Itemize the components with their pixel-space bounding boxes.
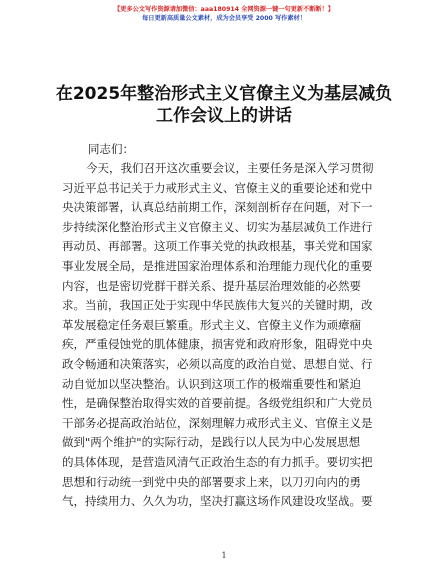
body-line: 央决策部署，认真总结前期工作，深刻剖析存在问题，对下一 <box>62 200 373 215</box>
body-line: 做到"两个维护"的实际行动，是践行以人民为中心发展思想 <box>62 435 361 450</box>
body-line: 动自觉加以坚决整治。认识到这项工作的极端重要性和紧迫 <box>62 376 361 391</box>
body-line: 求。当前，我国正处于实现中华民族伟大复兴的关键时期，改 <box>62 298 373 313</box>
document-title: 在2025年整治形式主义官僚主义为基层减负工作会议上的讲话 <box>55 84 393 126</box>
body-line: 今天，我们召开这次重要会议，主要任务是深入学习贯彻 <box>86 161 374 175</box>
body-line: 步持续深化整治形式主义官僚主义、切实为基层减负工作进行 <box>62 219 373 234</box>
body-line: 事业发展全局，是推进国家治理体系和治理能力现代化的重要 <box>62 258 373 273</box>
body-line: 政令畅通和决策落实，必须以高度的政治自觉、思想自觉、行 <box>62 356 373 371</box>
body-line: 革发展稳定任务艰巨繁重。形式主义、官僚主义作为顽瘴痼 <box>62 317 361 332</box>
banner-line-promo: 【更多公文写作资源请加微信：aaa180914 全网资源一键一句更新不断断！】 <box>114 6 334 13</box>
body-line: 性，是确保整治取得实效的首要前提。各级党组织和广大党员 <box>62 396 373 411</box>
banner-line-member: 每日更新高质量公文素材，成为会员享受 2000 写作素材！ <box>142 15 306 22</box>
body-line: 习近平总书记关于力戒形式主义、官僚主义的重要论述和党中 <box>62 180 373 195</box>
body-line: 再动员、再部署。这项工作事关党的执政根基，事关党和国家 <box>62 239 373 254</box>
page-number: 1 <box>221 551 227 560</box>
body-line: 气，持续用力、久久为功，坚决打赢这场作风建设攻坚战。要 <box>62 494 373 509</box>
body-line: 内容，也是密切党群干群关系、提升基层治理效能的必然要 <box>62 278 361 293</box>
header-banner <box>0 5 448 23</box>
body-line: 干部务必提高政治站位，深刻理解力戒形式主义、官僚主义是 <box>62 415 373 430</box>
body-line: 思想和行动统一到党中央的部署要求上来，以刀刃向内的勇 <box>62 474 361 489</box>
body-line: 疾，严重侵蚀党的肌体健康，损害党和政府形象，阻碍党中央 <box>62 337 373 352</box>
greeting: 同志们： <box>88 142 134 156</box>
body-line: 的具体体现，是营造风清气正政治生态的有力抓手。要切实把 <box>62 454 373 469</box>
body-text <box>62 159 391 512</box>
